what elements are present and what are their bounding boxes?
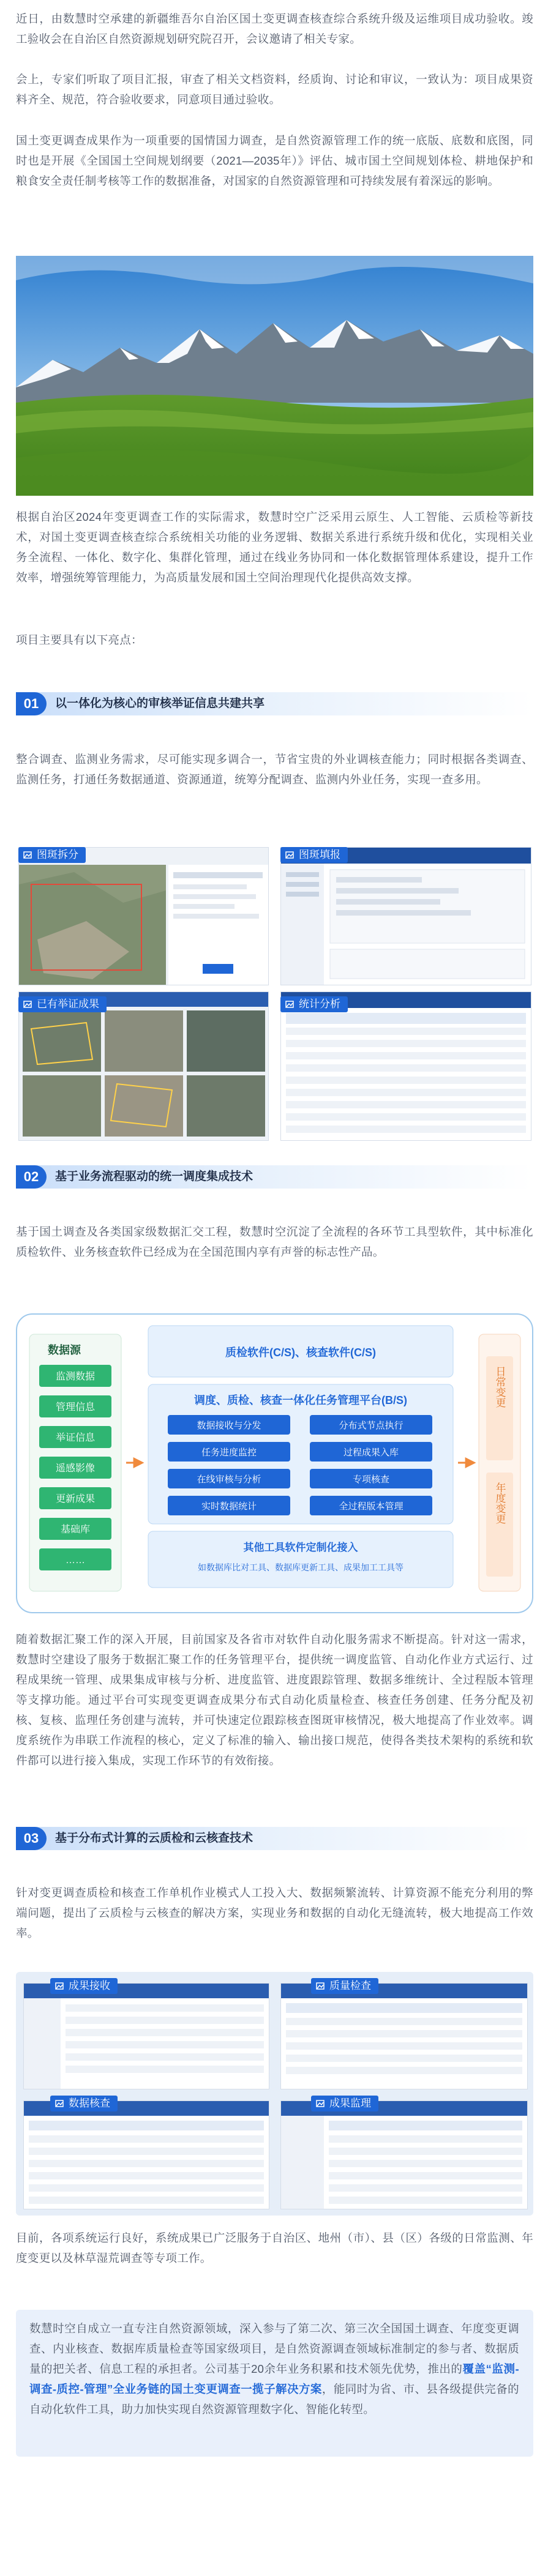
platform-feature: 任务进度监控 [201,1447,257,1458]
platform-feature: 全过程版本管理 [339,1501,403,1512]
gallery-label-quality: 质量检查 [311,1978,378,1994]
data-source-item: 更新成果 [55,1494,96,1504]
screenshot-quality-check [280,1983,528,2089]
platform-feature: 数据接收与分发 [197,1421,261,1431]
paragraph-project: 根据自治区2024年变更调查工作的实际需求，数慧时空广泛采用云原生、人工智能、云质检等新技术，对国土变更调查核查综合系统相关功能的业务逻辑、数据关系进行系统升级和优化，实现相关业务全流程、一体化、数字化、集群化管理，通过在线业务协同和一体化数据管理体系建设，提升工作效率，增强统筹管理能力，为高质量发展和国土空间治理现代化提供高效支撑。 [16,510,533,584]
platform-title: 调度、质检、核查一体化任务管理平台(B/S) [194,1394,407,1406]
image-icon [23,851,32,859]
data-source-item: 基础库 [60,1525,91,1535]
paragraph-highlight-2: 基于国土调查及各类国家级数据汇交工程，数慧时空沉淀了全流程的各环节工具型软件，其中标准化质检软件、业务核查软件已经成为在全国范围内享有声誉的标志性产品。 [16,1225,533,1258]
image-icon [23,1000,32,1009]
data-source-item: 举证信息 [55,1433,96,1443]
gallery-label-datacheck: 数据核查 [50,2096,118,2111]
mountain-landscape-photo [16,256,533,496]
highlight-heading-1 [16,692,533,715]
gallery-label-split: 图斑拆分 [18,847,86,863]
screenshot-polygon-report [280,847,531,985]
paragraph-background: 国土变更调查成果作为一项重要的国情国力调查，是自然资源管理工作的统一底版、底数和底图，同时也是开展《全国国土空间规划纲要（2021—2035年）》评估、城市国土空间规划体检、耕地保护和粮食安全责任制考核等工作的数据准备，对国家的自然资源管理和可持续发展有着深远的影响。 [16,134,533,187]
gallery-label-evidence: 已有举证成果 [18,996,107,1012]
company-intro-text: 数慧时空自成立一直专注自然资源领域，深入参与了第二次、第三次全国国土调查、年度变更调查、内业核查、数据库质量检查等国家级项目，是自然资源调查领域标准制定的参与者、数据质量的把关者、信息工程的承担者。公司基于20余年业务积累和技术领先优势，推出的覆盖“监测-调查-质控-管理”全业务链的国土变更调查一揽子解决方案，能同时为省、市、县各级提供完备的自动化软件工具，助力加快实现自然资源管理数字化、智能化转型。 [29,2322,519,2416]
architecture-diagram [16,1313,533,1613]
platform-feature: 在线审核与分析 [197,1474,261,1485]
custom-tools-title: 其他工具软件定制化接入 [243,1542,358,1553]
gallery-label-supervision: 成果监理 [311,2096,378,2111]
paragraph-platform: 随着数据汇聚工作的深入开展，目前国家及各省市对软件自动化服务需求不断提高。针对这一需求，数慧时空建设了服务于数据汇聚工作的任务管理平台，提供统一调度监管、自动化作业方式运行、过程成果统一管理、成果集成审核与分析、进度监管、进度跟踪管理、数据多维统计、全过程版本管理等支撑功能。通过平台可实现变更调查成果分布式自动化质量检查、核查任务创建、任务分配及初核、复核、监理任务创建与流转，并可快速定位跟踪核查图斑审核情况，极大地提高了作业效率。调度系统作为串联工作流程的核心，定义了标准的输入、输出接口规范，使得各类技术架构的系统和软件都可以进行接入集成，实现工作环节的有效衔接。 [16,1633,533,1767]
paragraph-intro: 近日，由数慧时空承建的新疆维吾尔自治区国土变更调查核查综合系统升级及运维项目成功验收。竣工验收会在自治区自然资源规划研究院召开，会议邀请了相关专家。 [16,12,533,45]
screenshot-data-check [23,2100,269,2209]
qc-software-box: 质检软件(C/S)、核查软件(C/S) [225,1346,376,1359]
gallery-label-report: 图斑填报 [280,847,348,863]
screenshot-polygon-split [18,847,269,985]
platform-feature: 专项核查 [352,1474,390,1485]
gallery-label-statistics: 统计分析 [280,996,348,1012]
paragraph-status: 目前，各项系统运行良好，系统成果已广泛服务于自治区、地州（市）、县（区）各级的日常监测、年度变更以及林草湿荒调查等专项工作。 [16,2231,533,2264]
highlight-title: 以一体化为核心的审核举证信息共建共享 [55,697,265,710]
screenshot-result-supervision [280,2100,528,2209]
highlight-number: 02 [16,1165,47,1189]
highlight-heading-3 [16,1827,533,1850]
highlight-heading-2 [16,1165,533,1189]
image-icon [55,2099,64,2108]
platform-feature: 实时数据统计 [201,1501,257,1512]
screenshot-result-receive [23,1983,269,2089]
data-source-item: 管理信息 [55,1402,96,1413]
image-icon [285,1000,294,1009]
screenshot-existing-evidence [18,991,269,1141]
paragraph-acceptance: 会上，专家们听取了项目汇报，审查了相关文档资料，经质询、讨论和审议，一致认为：项目成果资料齐全、规范，符合验收要求，同意项目通过验收。 [16,73,533,106]
highlight-number: 03 [16,1827,47,1850]
platform-feature: 分布式节点执行 [339,1421,403,1431]
highlight-title: 基于分布式计算的云质检和云核查技术 [55,1832,253,1845]
image-icon [285,851,294,859]
daily-change-box: 日常变更 [494,1366,506,1408]
company-intro-box [16,2310,533,2457]
data-source-item: 遥感影像 [55,1463,96,1474]
annual-change-box: 年度变更 [494,1482,506,1524]
data-source-item: 监测数据 [55,1372,96,1382]
platform-feature: 过程成果入库 [343,1447,399,1458]
image-icon [316,1982,325,1990]
gallery-label-receive: 成果接收 [50,1978,118,1994]
solution-highlight: 覆盖“监测-调查-质控-管理”全业务链的国土变更调查一揽子解决方案 [29,2362,519,2395]
data-source-title: 数据源 [48,1344,81,1356]
paragraph-highlight-3: 针对变更调查质检和核查工作单机作业模式人工投入大、数据频繁流转、计算资源不能充分利用的弊端问题，提出了云质检与云核查的解决方案，实现业务和数据的自动化无缝流转，极大地提高工作效率。 [16,1886,533,1939]
highlight-title: 基于业务流程驱动的统一调度集成技术 [55,1170,253,1183]
paragraph-highlights-intro: 项目主要具有以下亮点： [16,633,143,646]
highlight-number: 01 [16,692,47,715]
paragraph-highlight-1: 整合调查、监测业务需求，尽可能实现多调合一，节省宝贵的外业调核查能力；同时根据各类调查、监测任务，打通任务数据通道、资源通道，统筹分配调查、监测内外业任务，实现一查多用。 [16,753,533,786]
image-icon [55,1982,64,1990]
custom-tools-subtitle: 如数据库比对工具、数据库更新工具、成果加工工具等 [198,1562,403,1572]
screenshot-statistics [280,991,531,1141]
image-icon [316,2099,325,2108]
data-source-item: …… [66,1555,85,1566]
